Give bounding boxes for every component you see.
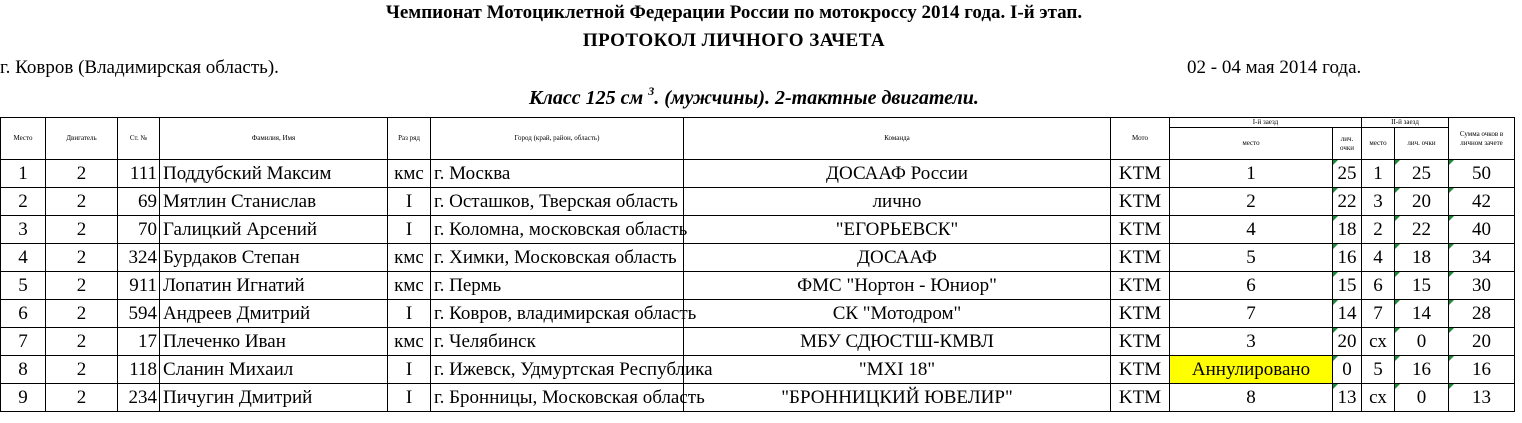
- cell-total: 13: [1449, 384, 1515, 412]
- cell-total: 40: [1449, 216, 1515, 244]
- cell-moto: KTM: [1111, 300, 1170, 328]
- cell-team: ДОСААФ: [684, 244, 1111, 272]
- cell-number: 911: [118, 272, 160, 300]
- cell-team: "MXI 18": [684, 356, 1111, 384]
- cell-moto: KTM: [1111, 356, 1170, 384]
- cell-h1-place: Аннулировано: [1170, 356, 1333, 384]
- col-heat2: II-й заезд: [1362, 118, 1449, 128]
- cell-city: г. Ковров, владимирская область: [431, 300, 684, 328]
- cell-h1-points: 25: [1333, 160, 1362, 188]
- header-row-1: [1, 118, 1515, 128]
- cell-h1-points: 14: [1333, 300, 1362, 328]
- cell-team: ДОСААФ России: [684, 160, 1111, 188]
- cell-h2-points: 15: [1395, 272, 1449, 300]
- cell-h2-place: 3: [1362, 188, 1395, 216]
- cell-h2-place: 4: [1362, 244, 1395, 272]
- col-name: Фамилия, Имя: [160, 118, 388, 160]
- cell-team: "ЕГОРЬЕВСК": [684, 216, 1111, 244]
- table-row: [1, 188, 1515, 216]
- table-row: [1, 384, 1515, 412]
- event-dates: 02 - 04 мая 2014 года.: [1187, 57, 1362, 78]
- cell-name: Галицкий Арсений: [160, 216, 388, 244]
- cell-city: г. Москва: [431, 160, 684, 188]
- cell-team: МБУ СДЮСТШ-КМВЛ: [684, 328, 1111, 356]
- cell-moto: KTM: [1111, 244, 1170, 272]
- cell-h1-place: 1: [1170, 160, 1333, 188]
- cell-total: 16: [1449, 356, 1515, 384]
- cell-h1-place: 2: [1170, 188, 1333, 216]
- cell-h2-place: сх: [1362, 384, 1395, 412]
- cell-h1-points: 16: [1333, 244, 1362, 272]
- col-engine: Двигатель: [46, 118, 118, 160]
- cell-engine: 2: [46, 216, 118, 244]
- cell-h1-place: 5: [1170, 244, 1333, 272]
- cell-number: 17: [118, 328, 160, 356]
- cell-h2-place: 1: [1362, 160, 1395, 188]
- cell-h2-points: 18: [1395, 244, 1449, 272]
- cell-moto: KTM: [1111, 328, 1170, 356]
- cell-h2-points: 22: [1395, 216, 1449, 244]
- cell-h2-place: сх: [1362, 328, 1395, 356]
- cell-rank: I: [388, 300, 431, 328]
- results-body: [1, 160, 1515, 412]
- col-team: Команда: [684, 118, 1111, 160]
- cell-total: 50: [1449, 160, 1515, 188]
- col-moto: Мото: [1111, 118, 1170, 160]
- table-row: [1, 272, 1515, 300]
- col-heat1-place: место: [1170, 128, 1333, 160]
- col-place: Место: [1, 118, 46, 160]
- cell-name: Поддубский Максим: [160, 160, 388, 188]
- cell-h1-points: 0: [1333, 356, 1362, 384]
- cell-number: 111: [118, 160, 160, 188]
- cell-engine: 2: [46, 188, 118, 216]
- cell-total: 34: [1449, 244, 1515, 272]
- class-superscript: 3: [648, 84, 655, 98]
- cell-rank: I: [388, 384, 431, 412]
- cell-moto: KTM: [1111, 384, 1170, 412]
- table-row: [1, 356, 1515, 384]
- cell-h2-points: 14: [1395, 300, 1449, 328]
- cell-h1-points: 22: [1333, 188, 1362, 216]
- cell-city: г. Химки, Московская область: [431, 244, 684, 272]
- cell-city: г. Осташков, Тверская область: [431, 188, 684, 216]
- page-title: Чемпионат Мотоциклетной Федерации России по мотокроссу 2014 года. I-й этап.: [385, 2, 1083, 23]
- cell-h2-points: 0: [1395, 384, 1449, 412]
- cell-rank: I: [388, 216, 431, 244]
- cell-number: 69: [118, 188, 160, 216]
- cell-total: 28: [1449, 300, 1515, 328]
- cell-h2-place: 5: [1362, 356, 1395, 384]
- cell-h1-points: 13: [1333, 384, 1362, 412]
- cell-team: "БРОННИЦКИЙ ЮВЕЛИР": [684, 384, 1111, 412]
- cell-name: Сланин Михаил: [160, 356, 388, 384]
- cell-team: СК "Мотодром": [684, 300, 1111, 328]
- cell-moto: KTM: [1111, 272, 1170, 300]
- col-heat2-place: место: [1362, 128, 1395, 160]
- class-title: [0, 86, 1508, 110]
- cell-name: Пичугин Дмитрий: [160, 384, 388, 412]
- cell-h2-points: 20: [1395, 188, 1449, 216]
- cell-city: г. Коломна, московская область: [431, 216, 684, 244]
- cell-number: 234: [118, 384, 160, 412]
- cell-total: 30: [1449, 272, 1515, 300]
- cell-number: 324: [118, 244, 160, 272]
- cell-city: г. Пермь: [431, 272, 684, 300]
- cell-place: 5: [1, 272, 46, 300]
- cell-engine: 2: [46, 328, 118, 356]
- col-total: Сумма очков в личном зачете: [1449, 118, 1515, 160]
- cell-h1-points: 18: [1333, 216, 1362, 244]
- cell-number: 118: [118, 356, 160, 384]
- cell-rank: кмс: [388, 244, 431, 272]
- table-row: [1, 328, 1515, 356]
- protocol-title: ПРОТОКОЛ ЛИЧНОГО ЗАЧЕТА: [582, 30, 886, 51]
- cell-place: 6: [1, 300, 46, 328]
- cell-moto: KTM: [1111, 160, 1170, 188]
- cell-name: Лопатин Игнатий: [160, 272, 388, 300]
- cell-name: Плеченко Иван: [160, 328, 388, 356]
- cell-number: 594: [118, 300, 160, 328]
- cell-h2-place: 7: [1362, 300, 1395, 328]
- cell-place: 7: [1, 328, 46, 356]
- cell-name: Мятлин Станислав: [160, 188, 388, 216]
- cell-team: ФМС "Нортон - Юниор": [684, 272, 1111, 300]
- cell-h1-place: 7: [1170, 300, 1333, 328]
- cell-h1-place: 6: [1170, 272, 1333, 300]
- cell-h2-place: 6: [1362, 272, 1395, 300]
- col-heat1: I-й заезд: [1170, 118, 1362, 128]
- cell-city: г. Челябинск: [431, 328, 684, 356]
- table-row: [1, 160, 1515, 188]
- cell-total: 20: [1449, 328, 1515, 356]
- col-city: Город (край, район, область): [431, 118, 684, 160]
- cell-place: 1: [1, 160, 46, 188]
- cell-rank: кмс: [388, 328, 431, 356]
- cell-place: 8: [1, 356, 46, 384]
- cell-h1-place: 3: [1170, 328, 1333, 356]
- cell-name: Андреев Дмитрий: [160, 300, 388, 328]
- class-prefix: Класс 125 см: [529, 87, 644, 109]
- col-number: Ст. №: [118, 118, 160, 160]
- cell-h2-points: 0: [1395, 328, 1449, 356]
- cell-engine: 2: [46, 384, 118, 412]
- cell-number: 70: [118, 216, 160, 244]
- cell-name: Бурдаков Степан: [160, 244, 388, 272]
- cell-place: 9: [1, 384, 46, 412]
- cell-h2-points: 25: [1395, 160, 1449, 188]
- table-row: [1, 216, 1515, 244]
- cell-engine: 2: [46, 356, 118, 384]
- cell-total: 42: [1449, 188, 1515, 216]
- class-suffix: . (мужчины). 2-тактные двигатели.: [654, 87, 979, 109]
- cell-moto: KTM: [1111, 188, 1170, 216]
- cell-engine: 2: [46, 300, 118, 328]
- cell-engine: 2: [46, 244, 118, 272]
- table-row: [1, 244, 1515, 272]
- results-table: [0, 117, 1515, 412]
- cell-engine: 2: [46, 160, 118, 188]
- cell-h1-points: 15: [1333, 272, 1362, 300]
- cell-place: 4: [1, 244, 46, 272]
- col-heat2-points: лич. очки: [1395, 128, 1449, 160]
- cell-rank: кмс: [388, 272, 431, 300]
- cell-city: г. Бронницы, Московская область: [431, 384, 684, 412]
- cell-engine: 2: [46, 272, 118, 300]
- cell-h1-place: 8: [1170, 384, 1333, 412]
- col-heat1-points: лич. очки: [1333, 128, 1362, 160]
- cell-h1-points: 20: [1333, 328, 1362, 356]
- cell-h2-points: 16: [1395, 356, 1449, 384]
- col-rank: Раз ряд: [388, 118, 431, 160]
- cell-rank: I: [388, 188, 431, 216]
- cell-team: лично: [684, 188, 1111, 216]
- cell-city: г. Ижевск, Удмуртская Республика: [431, 356, 684, 384]
- cell-place: 2: [1, 188, 46, 216]
- cell-moto: KTM: [1111, 216, 1170, 244]
- table-row: [1, 300, 1515, 328]
- cell-h2-place: 2: [1362, 216, 1395, 244]
- cell-h1-place: 4: [1170, 216, 1333, 244]
- venue: г. Ковров (Владимирская область).: [0, 57, 279, 78]
- cell-place: 3: [1, 216, 46, 244]
- cell-rank: кмс: [388, 160, 431, 188]
- cell-rank: I: [388, 356, 431, 384]
